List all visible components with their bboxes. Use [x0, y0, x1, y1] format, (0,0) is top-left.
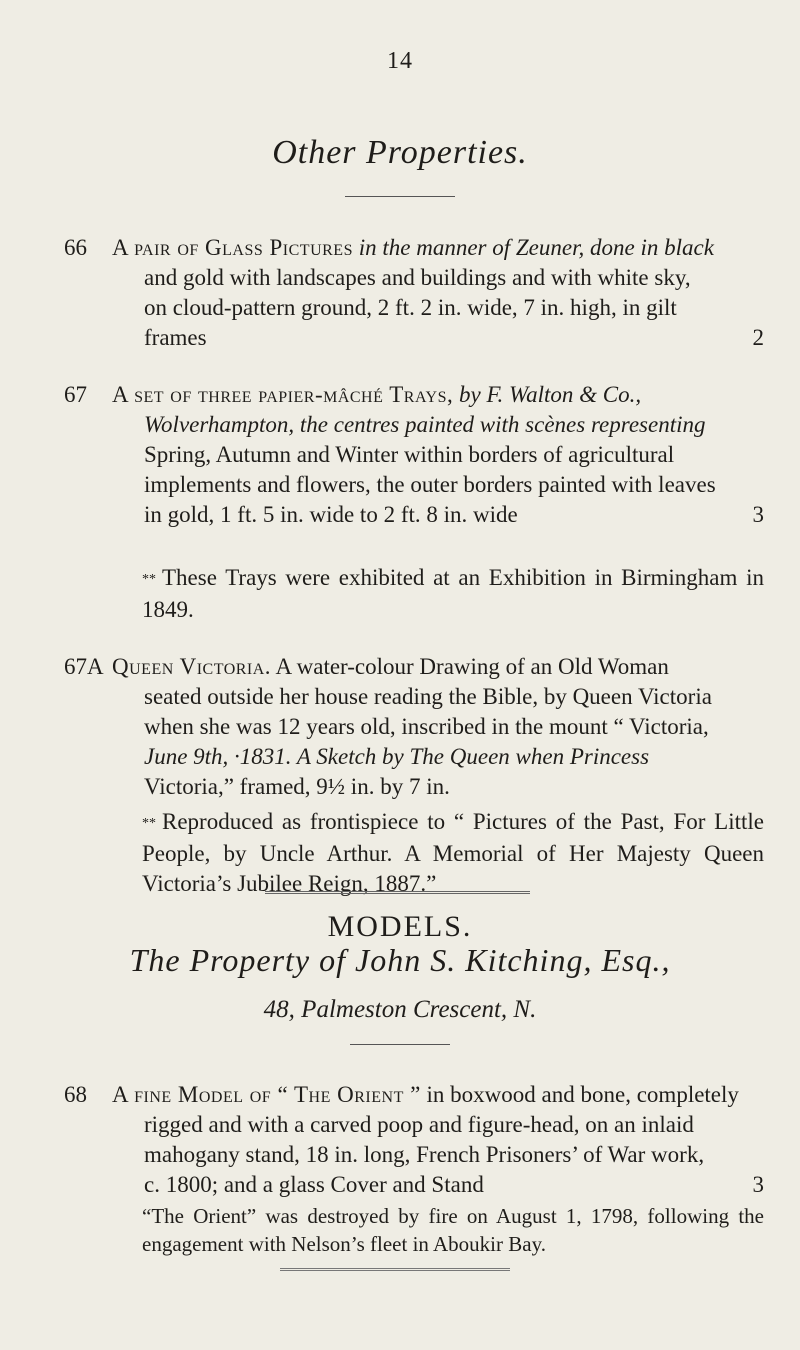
- lot-description: when she was 12 years old, inscribed in the mount “ Victoria,: [144, 714, 709, 739]
- lot-description: frames: [144, 325, 207, 350]
- lot-note: [142, 563, 764, 625]
- lot-title: Queen Victoria.: [112, 654, 272, 679]
- models-address: 48, Palmeston Crescent, N.: [263, 996, 537, 1023]
- lot-title: A fine Model of “ The Orient ”: [112, 1082, 421, 1107]
- note-marker: **: [142, 815, 156, 831]
- lot-description: by F. Walton & Co.,: [458, 382, 642, 407]
- lot-estimate: 2: [752, 325, 764, 350]
- lot-note: “The Orient” was destroyed by fire on August 1, 1798, following the engagement with Nelson’s fleet in Aboukir Bay.: [142, 1204, 764, 1256]
- lot-title: A pair of Glass Pictures: [112, 235, 353, 260]
- lot-description: June 9th, ·1831. A Sketch by The Queen when Princess: [144, 744, 650, 769]
- lot-description: implements and flowers, the outer borders painted with leaves: [144, 472, 716, 497]
- lot-number: 66: [64, 235, 87, 260]
- lot-description: Spring, Autumn and Winter within borders of agricultural: [144, 442, 675, 467]
- section-title: Other Properties.: [272, 134, 528, 171]
- lot-estimate: 3: [752, 1172, 764, 1197]
- double-divider: [265, 891, 530, 894]
- lot-description: on cloud-pattern ground, 2 ft. 2 in. wide, 7 in. high, in gilt: [144, 295, 677, 320]
- lot-description: and gold with landscapes and buildings and with white sky,: [144, 265, 691, 290]
- lot-description: rigged and with a carved poop and figure-head, on an inlaid: [144, 1112, 694, 1137]
- lot-description: c. 1800; and a glass Cover and Stand: [144, 1172, 484, 1197]
- lot-number: 67A: [64, 654, 104, 679]
- note-marker: **: [142, 571, 156, 587]
- lot-description: seated outside her house reading the Bible, by Queen Victoria: [144, 684, 712, 709]
- models-owner: The Property of John S. Kitching, Esq.,: [129, 942, 671, 978]
- lot-description: in the manner of Zeuner, done in black: [358, 235, 714, 260]
- lot-number: 68: [64, 1082, 87, 1107]
- divider: [350, 1044, 450, 1045]
- note-text: These Trays were exhibited at an Exhibition in Birmingham in 1849.: [142, 565, 764, 622]
- lot-description-line: [112, 380, 764, 410]
- lot-description-line: [112, 233, 764, 263]
- double-divider: [280, 1268, 510, 1271]
- lot-description: in boxwood and bone, completely: [426, 1082, 739, 1107]
- lot-description-line: [112, 652, 764, 682]
- lot-title: A set of three papier-mâché Trays,: [112, 382, 454, 407]
- lot-description: Victoria,” framed, 9½ in. by 7 in.: [144, 774, 450, 799]
- note-text: Reproduced as frontispiece to “ Pictures of the Past, For Little People, by Uncle Arthur. A Memorial of Her Majesty Queen Victoria’s Jubilee Reign, 1887.”: [142, 809, 764, 896]
- lot-estimate: 3: [752, 502, 764, 527]
- lot-description: Wolverhampton, the centres painted with scènes representing: [144, 412, 706, 437]
- lot-note: [142, 807, 764, 899]
- lot-description: A water-colour Drawing of an Old Woman: [275, 654, 669, 679]
- lot-number: 67: [64, 382, 87, 407]
- lot-description-line: [112, 1080, 764, 1110]
- models-heading: MODELS.: [327, 910, 473, 943]
- lot-description: in gold, 1 ft. 5 in. wide to 2 ft. 8 in. wide: [144, 502, 518, 527]
- page-number: 14: [387, 48, 413, 74]
- divider: [345, 196, 455, 197]
- lot-description: mahogany stand, 18 in. long, French Prisoners’ of War work,: [144, 1142, 705, 1167]
